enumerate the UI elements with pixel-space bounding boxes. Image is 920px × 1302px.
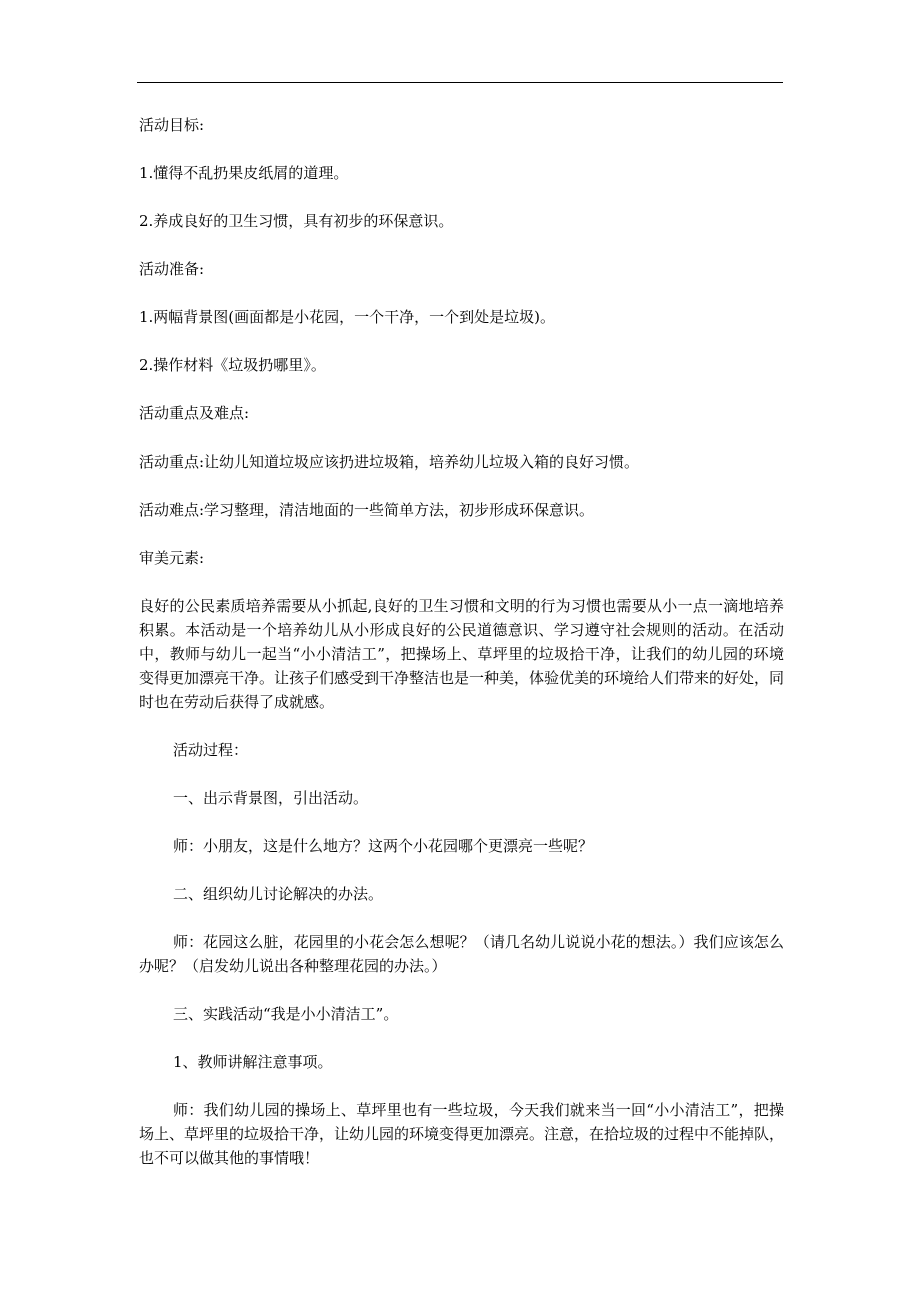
preparation-item-2: 2.操作材料《垃圾扔哪里》。	[139, 356, 326, 374]
teacher-line-1: 师：小朋友，这是什么地方？这两个小花园哪个更漂亮一些呢？	[173, 837, 594, 855]
teacher-line-2: 师：花园这么脏，花园里的小花会怎么想呢？（请几名幼儿说说小花的想法。）我们应该怎么办呢？（启发幼儿说出各种整理花园的办法。）	[139, 933, 784, 975]
key-point: 活动重点:让幼儿知道垃圾应该扔进垃圾箱，培养幼儿垃圾入箱的良好习惯。	[139, 453, 640, 471]
aesthetic-paragraph: 良好的公民素质培养需要从小抓起,良好的卫生习惯和文明的行为习惯也需要从小一点一滴地培养积累。本活动是一个培养幼儿从小形成良好的公民道德意识、学习遵守社会规则的活动。在活动中，教师与幼儿一起当“小小清洁工”，把操场上、草坪里的垃圾拾干净，让我们的幼儿园的环境变得更加漂亮干净。让孩子们感受到干净整洁也是一种美，体验优美的环境给人们带来的好处，同时也在劳动后获得了成就感。	[139, 597, 785, 711]
process-step-3: 三、实践活动“我是小小清洁工”。	[173, 1005, 399, 1023]
goal-item-1: 1.懂得不乱扔果皮纸屑的道理。	[139, 164, 349, 182]
difficult-point: 活动难点:学习整理，清洁地面的一些简单方法，初步形成环保意识。	[139, 501, 595, 519]
teacher-line-3: 师：我们幼儿园的操场上、草坪里也有一些垃圾，今天我们就来当一回“小小清洁工”，把操场上、草坪里的垃圾拾干净，让幼儿园的环境变得更加漂亮。注意，在拾垃圾的过程中不能掉队，也不可以做其他的事情哦！	[139, 1101, 785, 1167]
process-step-1: 一、出示背景图，引出活动。	[173, 789, 369, 807]
process-substep-1: 1、教师讲解注意事项。	[173, 1053, 333, 1071]
heading-preparation: 活动准备:	[139, 260, 205, 278]
process-step-2: 二、组织幼儿讨论解决的办法。	[173, 885, 384, 903]
header-rule	[137, 82, 783, 83]
heading-goals: 活动目标:	[139, 116, 205, 134]
goal-item-2: 2.养成良好的卫生习惯，具有初步的环保意识。	[139, 212, 454, 230]
heading-process: 活动过程：	[173, 741, 249, 759]
preparation-item-1: 1.两幅背景图(画面都是小花园，一个干净，一个到处是垃圾)。	[139, 308, 556, 326]
heading-key-points: 活动重点及难点:	[139, 404, 250, 422]
heading-aesthetic: 审美元素:	[139, 549, 205, 567]
